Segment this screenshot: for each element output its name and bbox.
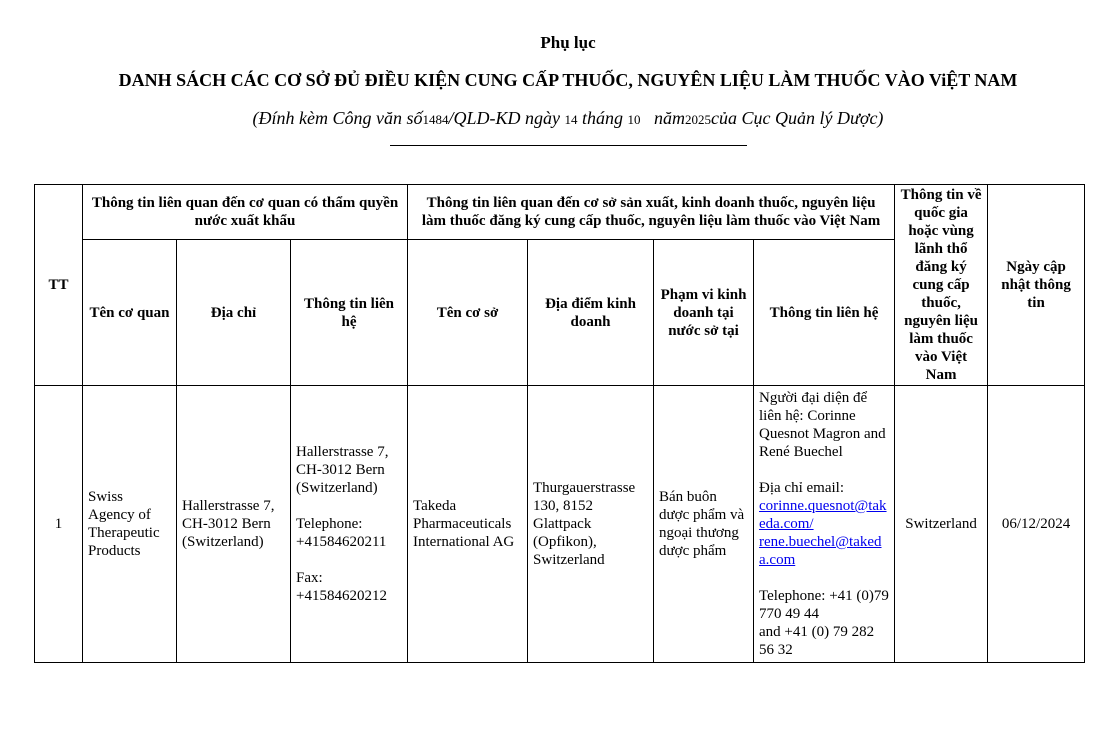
agency-fax: Fax: +41584620212 bbox=[296, 570, 387, 604]
cell-updated: 06/12/2024 bbox=[988, 386, 1085, 663]
agency-contact-address: Hallerstrasse 7, CH-3012 Bern (Switzerland) bbox=[296, 444, 389, 496]
email-label: Địa chỉ email: bbox=[759, 480, 844, 496]
cell-facility-contact bbox=[754, 386, 895, 663]
header-agency-address: Địa chỉ bbox=[177, 240, 291, 386]
email-link-rene[interactable]: rene.buechel@takeda.com bbox=[759, 534, 882, 568]
reference-mid-3: năm bbox=[654, 108, 686, 128]
document-number: 1484 bbox=[422, 112, 449, 127]
header-business-scope: Phạm vi kinh doanh tại nước sở tại bbox=[654, 240, 754, 386]
header-group-authority: Thông tin liên quan đến cơ quan có thẩm quyền nước xuất khẩu bbox=[83, 185, 408, 240]
document-heading: DANH SÁCH CÁC CƠ SỞ ĐỦ ĐIỀU KIỆN CUNG CẤP THUỐC, NGUYÊN LIỆU LÀM THUỐC VÀO ViỆT NAM bbox=[118, 70, 1018, 90]
header-updated: Ngày cập nhật thông tin bbox=[988, 185, 1085, 386]
cell-agency-contact bbox=[291, 386, 408, 663]
cell-country: Switzerland bbox=[895, 386, 988, 663]
cell-agency-address: Hallerstrasse 7, CH-3012 Bern (Switzerland) bbox=[177, 386, 291, 663]
header-country: Thông tin về quốc gia hoặc vùng lãnh thổ đăng ký cung cấp thuốc, nguyên liệu làm thuốc vào Việt Nam bbox=[895, 185, 988, 386]
cell-facility-location: Thurgauerstrasse 130, 8152 Glattpack (Opfikon), Switzerland bbox=[528, 386, 654, 663]
reference-mid-2: tháng bbox=[582, 108, 624, 128]
contact-phone-1: Telephone: +41 (0)79 770 49 44 bbox=[759, 588, 889, 622]
document-day: 14 bbox=[564, 112, 578, 127]
document-month: 10 bbox=[627, 112, 641, 127]
header-agency-contact: Thông tin liên hệ bbox=[291, 240, 408, 386]
appendix-title: Phụ lục bbox=[540, 33, 596, 52]
cell-tt: 1 bbox=[35, 386, 83, 663]
reference-prefix: (Đính kèm Công văn số bbox=[252, 108, 423, 128]
title-underline bbox=[390, 145, 747, 146]
cell-facility-name: Takeda Pharmaceuticals International AG bbox=[408, 386, 528, 663]
document-reference bbox=[0, 108, 1118, 129]
header-group-facility: Thông tin liên quan đến cơ sở sản xuất, kinh doanh thuốc, nguyên liệu làm thuốc đăng ký cung cấp thuốc, nguyên liệu làm thuốc vào Việt Nam bbox=[408, 185, 895, 240]
table-row bbox=[35, 386, 1085, 663]
reference-suffix: của Cục Quản lý Dược) bbox=[711, 108, 884, 128]
header-row-groups bbox=[35, 185, 1085, 240]
contact-person: Người đại diện để liên hệ: Corinne Quesnot Magron and René Buechel bbox=[759, 390, 886, 460]
header-agency-name: Tên cơ quan bbox=[83, 240, 177, 386]
reference-mid-1: /QLD-KD ngày bbox=[448, 108, 561, 128]
header-facility-location: Địa điểm kinh doanh bbox=[528, 240, 654, 386]
header-facility-name: Tên cơ sở bbox=[408, 240, 528, 386]
contact-phone-2: and +41 (0) 79 282 56 32 bbox=[759, 624, 875, 658]
document-year: 2025 bbox=[685, 112, 712, 127]
email-link-corinne[interactable]: corinne.quesnot@takeda.com/ bbox=[759, 498, 887, 532]
header-facility-contact: Thông tin liên hệ bbox=[754, 240, 895, 386]
cell-business-scope: Bán buôn dược phẩm và ngoại thương dược phẩm bbox=[654, 386, 754, 663]
agency-phone: Telephone: +41584620211 bbox=[296, 516, 387, 550]
facility-table bbox=[34, 184, 1085, 663]
cell-agency-name: Swiss Agency of Therapeutic Products bbox=[83, 386, 177, 663]
header-tt: TT bbox=[35, 185, 83, 386]
